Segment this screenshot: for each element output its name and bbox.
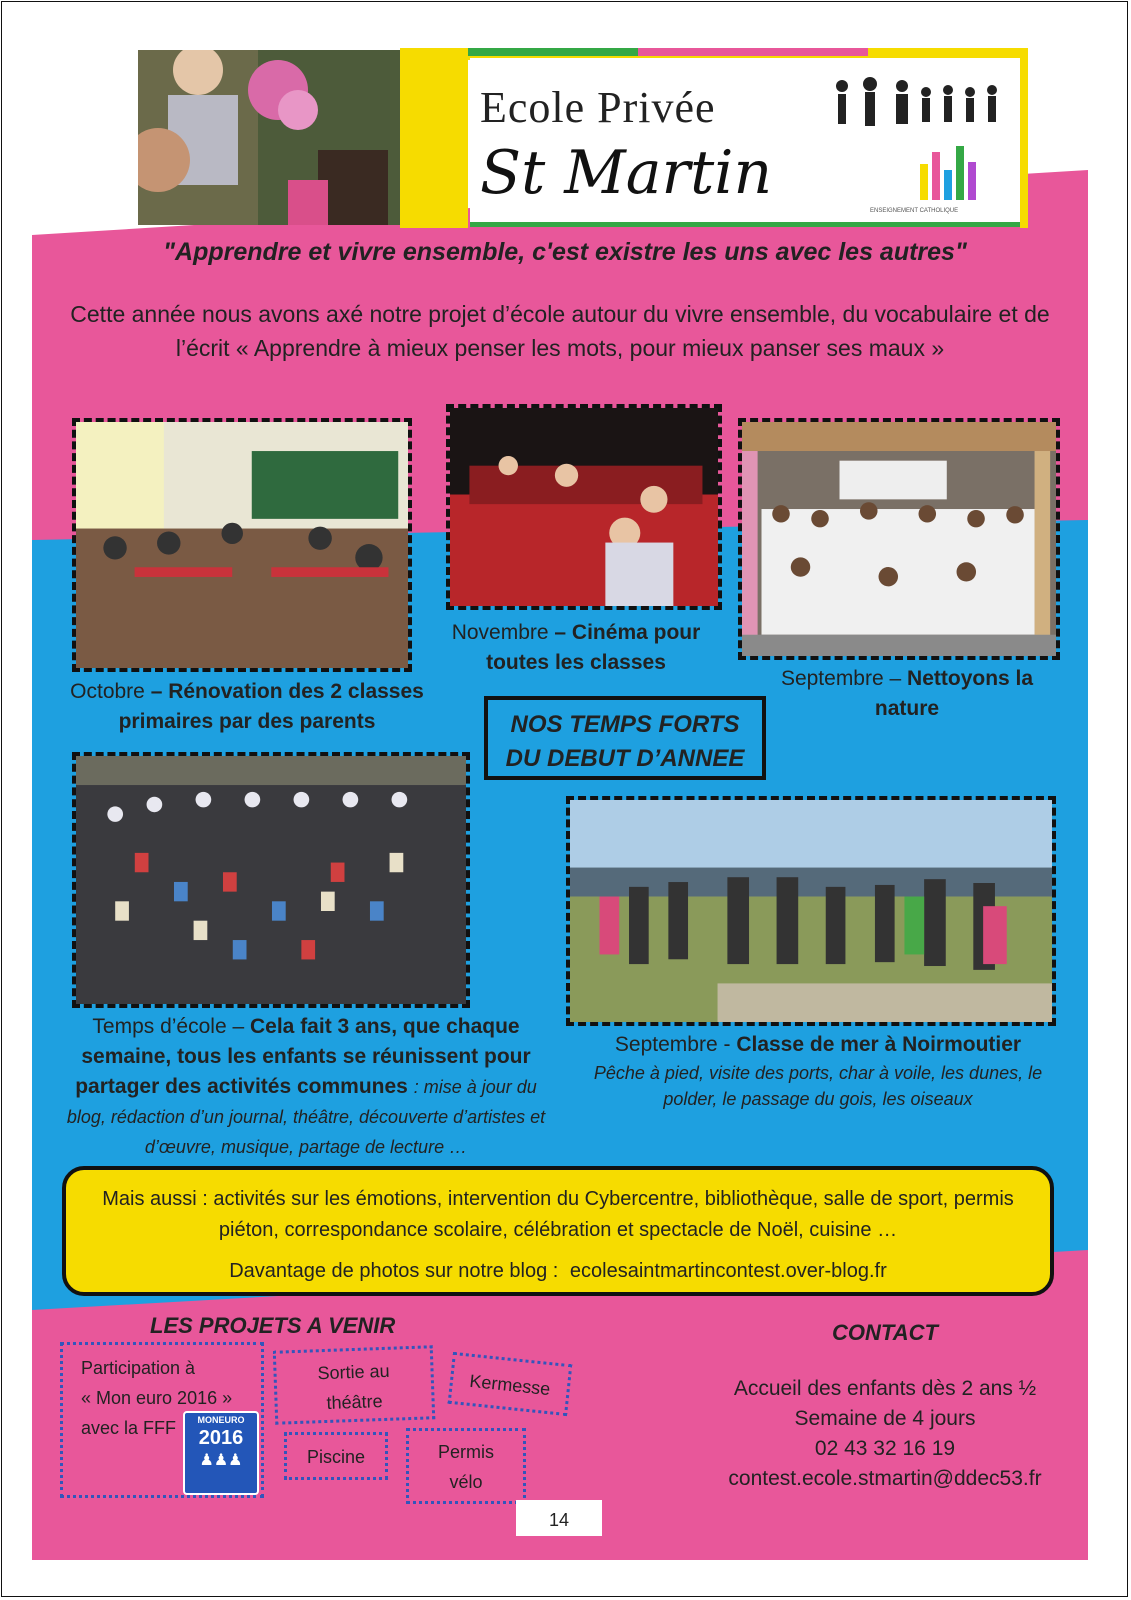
euro-line2: « Mon euro 2016 » (81, 1388, 233, 1408)
logo-small-text: ENSEIGNEMENT CATHOLIQUE (870, 208, 959, 214)
photo-temps-ecole (72, 752, 470, 1008)
contact-line1: Accueil des enfants dès 2 ans ½ (733, 1377, 1037, 1400)
photo-classe-de-mer (566, 796, 1056, 1026)
caption-temps-text: Cela fait 3 ans, que chaque semaine, tous les enfants se réunissent pour partager des activités communes (75, 1015, 531, 1098)
caption-septembre1-text: Nettoyons la nature (874, 667, 1034, 720)
color-bars-icon (890, 144, 990, 204)
badge-year: 2016 (198, 1427, 244, 1449)
theatre-line1: Sortie au (317, 1360, 390, 1384)
caption-septembre1-label: Septembre – (780, 667, 902, 690)
photo-nettoyons-nature (738, 418, 1060, 660)
caption-novembre-text: – Cinéma pour toutes les classes (486, 621, 701, 674)
project-kermesse: Kermesse (448, 1352, 573, 1416)
logo-title: Ecole Privée (480, 83, 716, 132)
contact-title: CONTACT (832, 1320, 938, 1345)
logo-subtitle: St Martin (480, 138, 773, 208)
caption-septembre2-details: Pêche à pied, visite des ports, char à voile, les dunes, le polder, le passage du gois, les oiseaux (593, 1063, 1043, 1109)
project-theatre (273, 1345, 435, 1425)
contact-line2: Semaine de 4 jours (794, 1407, 976, 1430)
caption-septembre2-label: Septembre - (614, 1033, 731, 1056)
caption-classe-de-mer (578, 1030, 1058, 1112)
motto: "Apprendre et vivre ensemble, c'est existre les uns avec les autres" (163, 238, 967, 266)
projects-title: LES PROJETS A VENIR (150, 1313, 396, 1338)
caption-novembre-label: Novembre (451, 621, 549, 644)
also-box (62, 1166, 1054, 1296)
caption-octobre-text: – Rénovation des 2 classes primaires par des parents (118, 680, 424, 733)
contact-phone: 02 43 32 16 19 (814, 1437, 956, 1460)
intro-paragraph: Cette année nous avons axé notre projet d’école autour du vivre ensemble, du vocabulaire et de l’écrit « Apprendre à mieux penser les mots, pour mieux panser ses maux » (70, 301, 1050, 361)
photo-cinema (446, 404, 722, 610)
theatre-line2: théâtre (326, 1391, 383, 1413)
euro-line1: Participation à (81, 1358, 196, 1378)
contact-email[interactable]: contest.ecole.stmartin@ddec53.fr (728, 1467, 1042, 1490)
runners-icon: ♟♟♟ (199, 1452, 243, 1469)
caption-octobre (62, 677, 432, 737)
caption-septembre2-text: Classe de mer à Noirmoutier (736, 1033, 1022, 1056)
blog-label: Davantage de photos sur notre blog : (229, 1260, 559, 1282)
caption-temps-details: : mise à jour du blog, rédaction d’un journal, théâtre, découverte d’artistes et d’œuvre, musique, partage de lecture … (66, 1077, 546, 1157)
permis-line1: Permis (437, 1442, 494, 1462)
highlights-title-line2: DU DEBUT D’ANNEE (505, 745, 745, 772)
badge-top: MONEURO (197, 1415, 245, 1425)
caption-novembre (438, 618, 714, 678)
mon-euro-2016-badge (183, 1411, 259, 1495)
contact-info (680, 1374, 1090, 1494)
highlights-title-line1: NOS TEMPS FORTS (510, 711, 740, 738)
euro-line3: avec la FFF (81, 1418, 177, 1438)
children-silhouettes-icon (830, 74, 1010, 134)
page-number: 14 (516, 1500, 602, 1536)
highlights-title (484, 696, 766, 780)
photo-classroom (72, 418, 412, 672)
permis-line2: vélo (449, 1472, 483, 1492)
blog-link[interactable]: ecolesaintmartincontest.over-blog.fr (569, 1260, 887, 1282)
also-text: Mais aussi : activités sur les émotions, intervention du Cybercentre, bibliothèque, salle de sport, permis piéton, correspondance scolaire, célébration et spectacle de Noël, cuisine … (102, 1188, 1014, 1241)
project-piscine: Piscine (284, 1432, 388, 1480)
caption-octobre-label: Octobre (70, 680, 145, 703)
project-mon-euro (60, 1342, 264, 1498)
header-photo (138, 50, 400, 225)
caption-septembre-nature (752, 664, 1062, 724)
caption-temps-label: Temps d’école – (92, 1015, 245, 1038)
caption-temps-ecole (62, 1012, 550, 1162)
project-permis-velo (406, 1428, 526, 1504)
school-logo (470, 58, 1020, 227)
